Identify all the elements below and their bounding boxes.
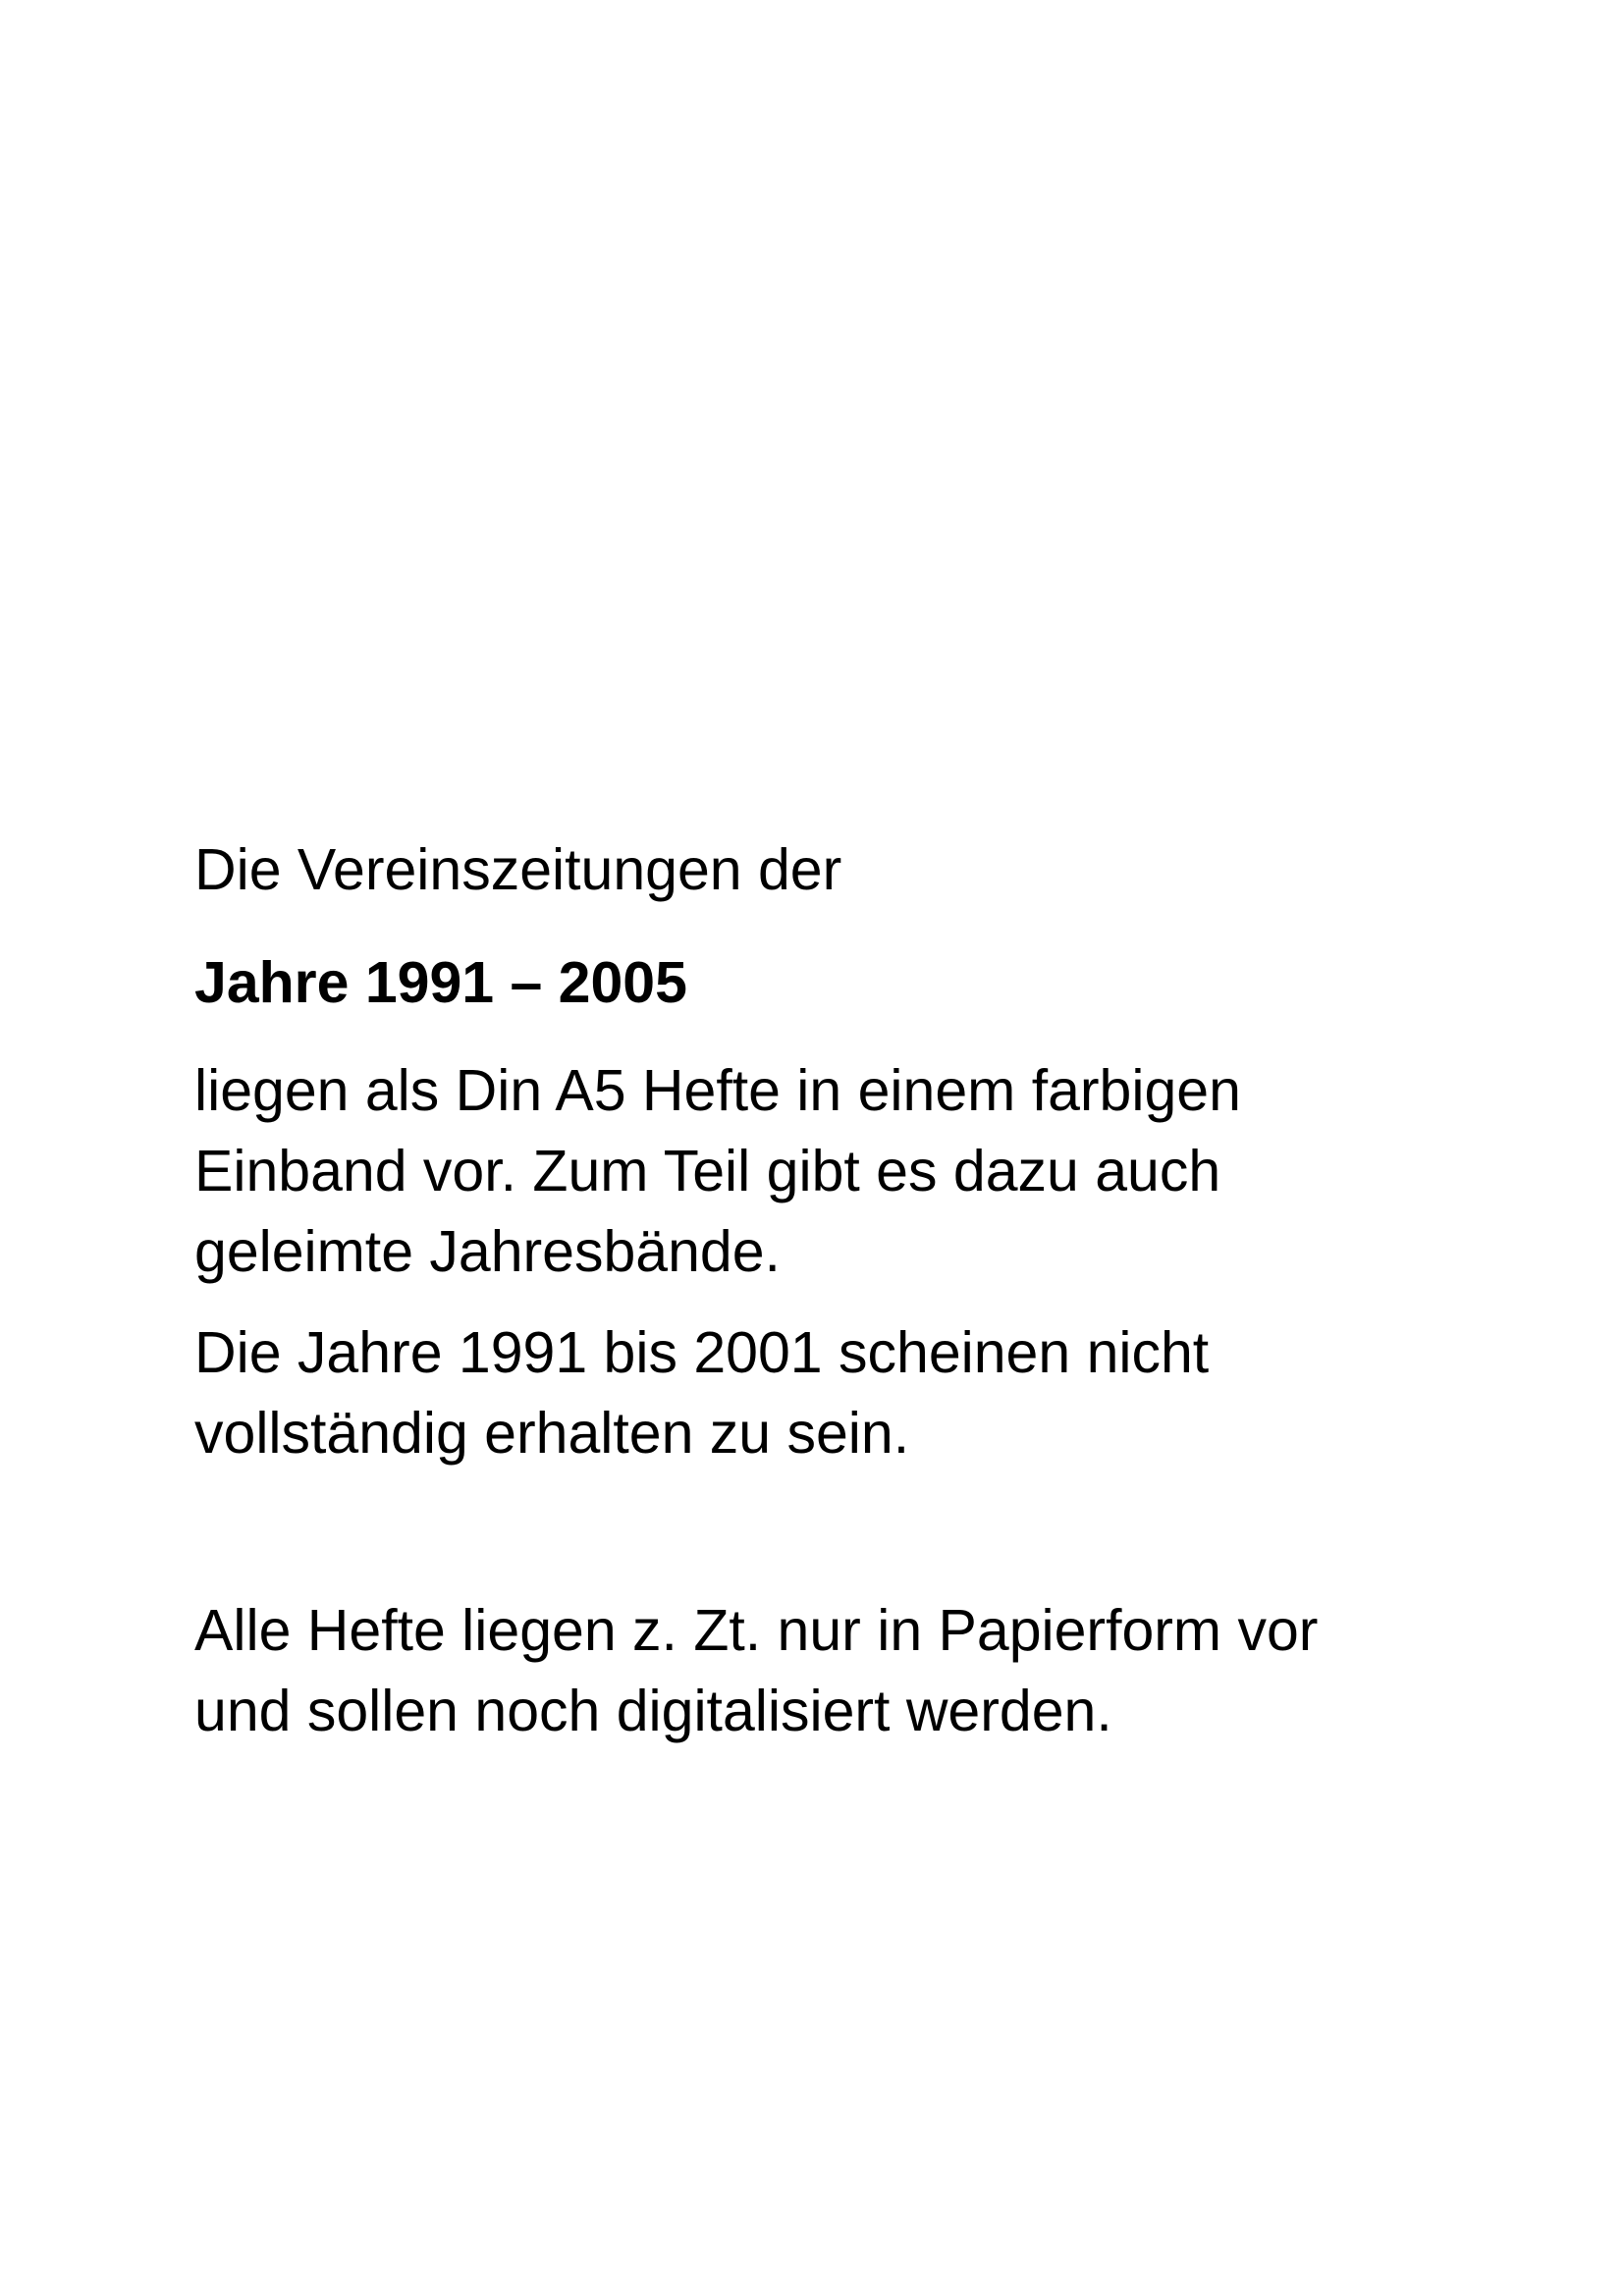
years-heading [194,942,1471,1023]
status-line: Alle Hefte liegen z. Zt. nur in Papierform vor [194,1598,1319,1663]
years-heading-line: Jahre 1991 – 2005 [194,950,687,1015]
incomplete-line: Die Jahre 1991 bis 2001 scheinen nicht [194,1320,1210,1385]
format-line: liegen als Din A5 Hefte in einem farbigen [194,1058,1241,1123]
format-line: geleimte Jahresbände. [194,1219,781,1284]
incomplete-line: vollständig erhalten zu sein. [194,1401,910,1466]
status-line: und sollen noch digitalisiert werden. [194,1679,1112,1743]
format-paragraph [194,1050,1471,1292]
status-paragraph [194,1590,1471,1751]
incomplete-paragraph [194,1312,1471,1473]
format-line: Einband vor. Zum Teil gibt es dazu auch [194,1139,1221,1203]
intro-line: Die Vereinszeitungen der [194,837,842,902]
intro-text [194,829,1471,910]
